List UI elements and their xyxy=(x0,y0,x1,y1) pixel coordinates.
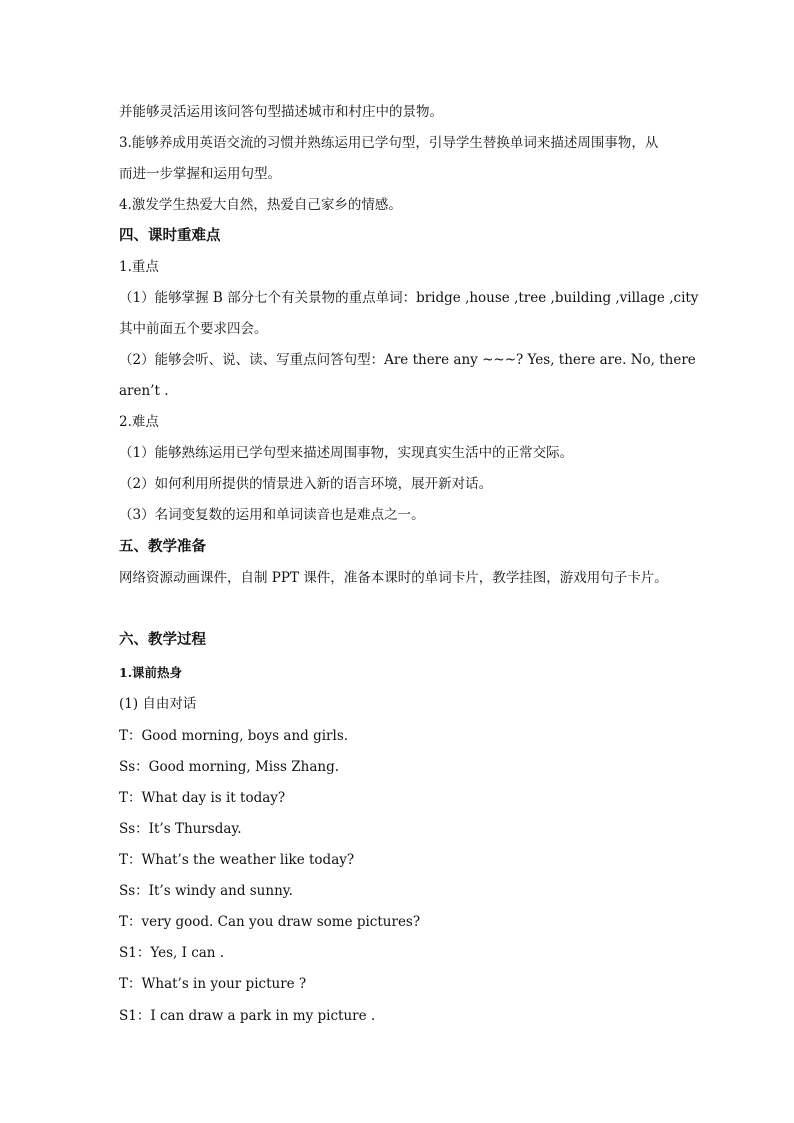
section5-heading: 五、教学准备 xyxy=(119,538,206,555)
difficult-point-3: （3）名词变复数的运用和单词读音也是难点之一。 xyxy=(119,507,425,523)
dialogue-line: Ss：It’s Thursday. xyxy=(119,821,242,837)
key-points-label: 1.重点 xyxy=(119,259,159,275)
dialogue-line: Ss：It’s windy and sunny. xyxy=(119,883,293,899)
difficult-points-label: 2.难点 xyxy=(119,414,159,430)
dialogue-line: T：What’s the weather like today? xyxy=(119,852,355,868)
key-point-1-line1: （1）能够掌握 B 部分七个有关景物的重点单词：bridge ,house ,tree ,building ,village ,city xyxy=(119,290,699,306)
dialogue-line: T：Good morning, boys and girls. xyxy=(119,728,349,744)
objective-2-continued: 并能够灵活运用该问答句型描述城市和村庄中的景物。 xyxy=(119,104,443,120)
section6-heading: 六、教学过程 xyxy=(119,631,206,648)
warmup-subheading: 1.课前热身 xyxy=(119,665,183,680)
difficult-point-2: （2）如何利用所提供的情景进入新的语言环境，展开新对话。 xyxy=(119,476,493,492)
difficult-point-1: （1）能够熟练运用已学句型来描述周围事物，实现真实生活中的正常交际。 xyxy=(119,445,574,461)
key-point-2-line1: （2）能够会听、说、读、写重点问答句型：Are there any ~~~? Yes, there are. No, there xyxy=(119,352,696,368)
dialogue-line: S1：Yes, I can . xyxy=(119,945,225,961)
key-point-2-line2: aren’t . xyxy=(119,383,169,399)
dialogue-line: T：What day is it today? xyxy=(119,790,286,806)
objective-3-line2: 而进一步掌握和运用句型。 xyxy=(119,166,281,182)
objective-4: 4.激发学生热爱大自然，热爱自己家乡的情感。 xyxy=(119,197,402,213)
dialogue-line: T：What’s in your picture ? xyxy=(119,976,307,992)
free-talk-label: (1) 自由对话 xyxy=(119,696,197,712)
dialogue-line: S1：I can draw a park in my picture . xyxy=(119,1008,376,1024)
objective-3-line1: 3.能够养成用英语交流的习惯并熟练运用已学句型，引导学生替换单词来描述周围事物，从 xyxy=(119,135,659,151)
preparation-text: 网络资源动画课件，自制 PPT 课件，准备本课时的单词卡片，教学挂图，游戏用句子卡片。 xyxy=(119,570,668,586)
section4-heading: 四、课时重难点 xyxy=(119,227,221,244)
dialogue-line: Ss：Good morning, Miss Zhang. xyxy=(119,759,340,775)
key-point-1-line2: 其中前面五个要求四会。 xyxy=(119,321,268,337)
dialogue-line: T：very good. Can you draw some pictures? xyxy=(119,914,421,930)
